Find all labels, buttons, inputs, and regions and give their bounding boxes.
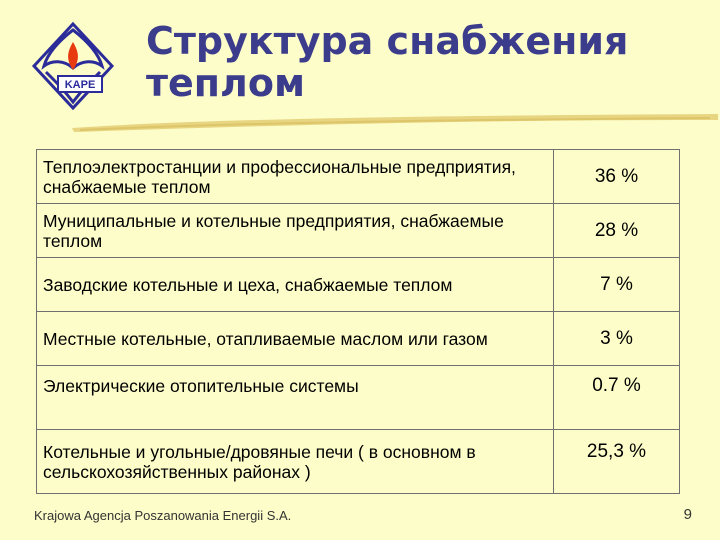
heat-supply-table	[36, 149, 680, 494]
table-row	[37, 150, 680, 204]
row-label: Котельные и угольные/дровяные печи ( в основном в сельскохозяйственных районах )	[37, 430, 554, 494]
row-label: Местные котельные, отапливаемые маслом или газом	[37, 312, 554, 366]
table-row	[37, 430, 680, 494]
page-number: 9	[683, 506, 692, 523]
footer-organization: Krajowa Agencja Poszanowania Energii S.A.	[34, 508, 292, 523]
table-row	[37, 366, 680, 430]
page-title	[146, 20, 686, 104]
row-label: Муниципальные и котельные предприятия, снабжаемые теплом	[37, 204, 554, 258]
kape-logo-icon	[28, 20, 118, 112]
row-label: Заводские котельные и цеха, снабжаемые теплом	[37, 258, 554, 312]
row-value: 0.7 %	[554, 366, 680, 430]
row-value: 7 %	[554, 258, 680, 312]
row-value: 36 %	[554, 150, 680, 204]
title-line-1: Структура снабжения	[146, 19, 629, 63]
table-row	[37, 204, 680, 258]
row-value: 3 %	[554, 312, 680, 366]
table-row	[37, 258, 680, 312]
row-value: 25,3 %	[554, 430, 680, 494]
title-underline-decoration	[70, 110, 720, 134]
row-label: Электрические отопительные системы	[37, 366, 554, 430]
table-row	[37, 312, 680, 366]
logo-text: KAPE	[64, 79, 96, 91]
row-label: Теплоэлектростанции и профессиональные предприятия, снабжаемые теплом	[37, 150, 554, 204]
title-line-2: теплом	[146, 61, 306, 105]
row-value: 28 %	[554, 204, 680, 258]
